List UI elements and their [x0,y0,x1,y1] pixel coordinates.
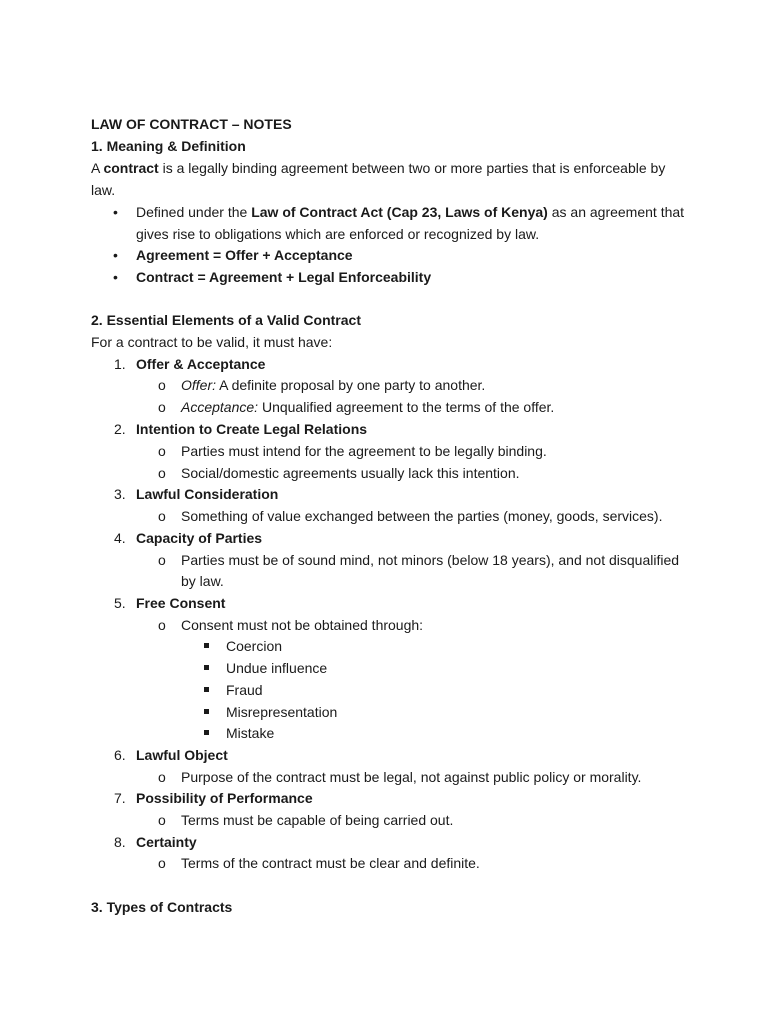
circle-marker: o [158,855,166,871]
text-run: is a legally binding agreement between two or more parties that is enforceable by [158,160,666,176]
circle-marker: o [158,552,166,568]
section-1-paragraph-line-2: law. [91,182,116,198]
element-title: Capacity of Parties [136,530,263,546]
circle-marker: o [158,377,166,393]
section-1-heading: 1. Meaning & Definition [91,138,246,154]
circle-marker: o [158,812,166,828]
italic-label: Offer: [181,377,217,393]
sub-item [181,375,485,395]
section-2-intro: For a contract to be valid, it must have: [91,334,333,350]
circle-marker: o [158,508,166,524]
document-title: LAW OF CONTRACT – NOTES [91,116,292,132]
square-bullet-icon [204,665,209,670]
element-title: Offer & Acceptance [136,356,266,372]
list-number: 7. [114,790,126,806]
element-title: Free Consent [136,595,226,611]
element-title: Lawful Consideration [136,486,279,502]
bullet-marker: • [113,269,118,285]
circle-marker: o [158,617,166,633]
bold-term: Law of Contract Act (Cap 23, Laws of Kenya) [251,204,548,220]
circle-marker: o [158,465,166,481]
element-title: Intention to Create Legal Relations [136,421,368,437]
list-number: 3. [114,486,126,502]
bold-term: contract [103,160,159,176]
sub-item: Terms must be capable of being carried out. [181,812,454,828]
text-run: Unqualified agreement to the terms of the offer. [258,399,555,415]
square-bullet-icon [204,730,209,735]
bullet-item: Agreement = Offer + Acceptance [136,247,353,263]
sub-item: Parties must intend for the agreement to be legally binding. [181,443,547,459]
element-title: Possibility of Performance [136,790,313,806]
text-run: A definite proposal by one party to another. [216,377,486,393]
sub-item: Terms of the contract must be clear and definite. [181,855,480,871]
list-number: 8. [114,834,126,850]
italic-label: Acceptance: [181,399,259,415]
sub-item: Something of value exchanged between the parties (money, goods, services). [181,508,663,524]
bullet-marker: • [113,204,118,220]
square-bullet-icon [204,643,209,648]
square-bullet-icon [204,687,209,692]
text-run: Defined under the [136,204,252,220]
list-number: 6. [114,747,126,763]
sub-item: Parties must be of sound mind, not minors (below 18 years), and not disqualified [181,552,680,568]
sub-sub-item: Coercion [226,638,283,654]
bullet-marker: • [113,247,118,263]
bullet-item-line-1 [136,202,684,222]
list-number: 1. [114,356,126,372]
section-1-paragraph-line-1 [91,158,665,178]
sub-sub-item: Fraud [226,682,263,698]
sub-item-continuation: by law. [181,573,224,589]
list-number: 4. [114,530,126,546]
bullet-item: Contract = Agreement + Legal Enforceability [136,269,432,285]
sub-item [181,397,554,417]
sub-sub-item: Misrepresentation [226,704,338,720]
sub-item: Consent must not be obtained through: [181,617,424,633]
circle-marker: o [158,443,166,459]
list-number: 2. [114,421,126,437]
circle-marker: o [158,769,166,785]
element-title: Certainty [136,834,197,850]
sub-sub-item: Mistake [226,725,275,741]
sub-item: Social/domestic agreements usually lack this intention. [181,465,520,481]
text-run: as an agreement that [547,204,685,220]
list-number: 5. [114,595,126,611]
section-2-heading: 2. Essential Elements of a Valid Contract [91,312,361,328]
section-3-heading: 3. Types of Contracts [91,899,233,915]
sub-item: Purpose of the contract must be legal, not against public policy or morality. [181,769,642,785]
circle-marker: o [158,399,166,415]
text-run: A [91,160,104,176]
sub-sub-item: Undue influence [226,660,328,676]
square-bullet-icon [204,709,209,714]
element-title: Lawful Object [136,747,228,763]
bullet-item-line-2: gives rise to obligations which are enforced or recognized by law. [136,226,540,242]
